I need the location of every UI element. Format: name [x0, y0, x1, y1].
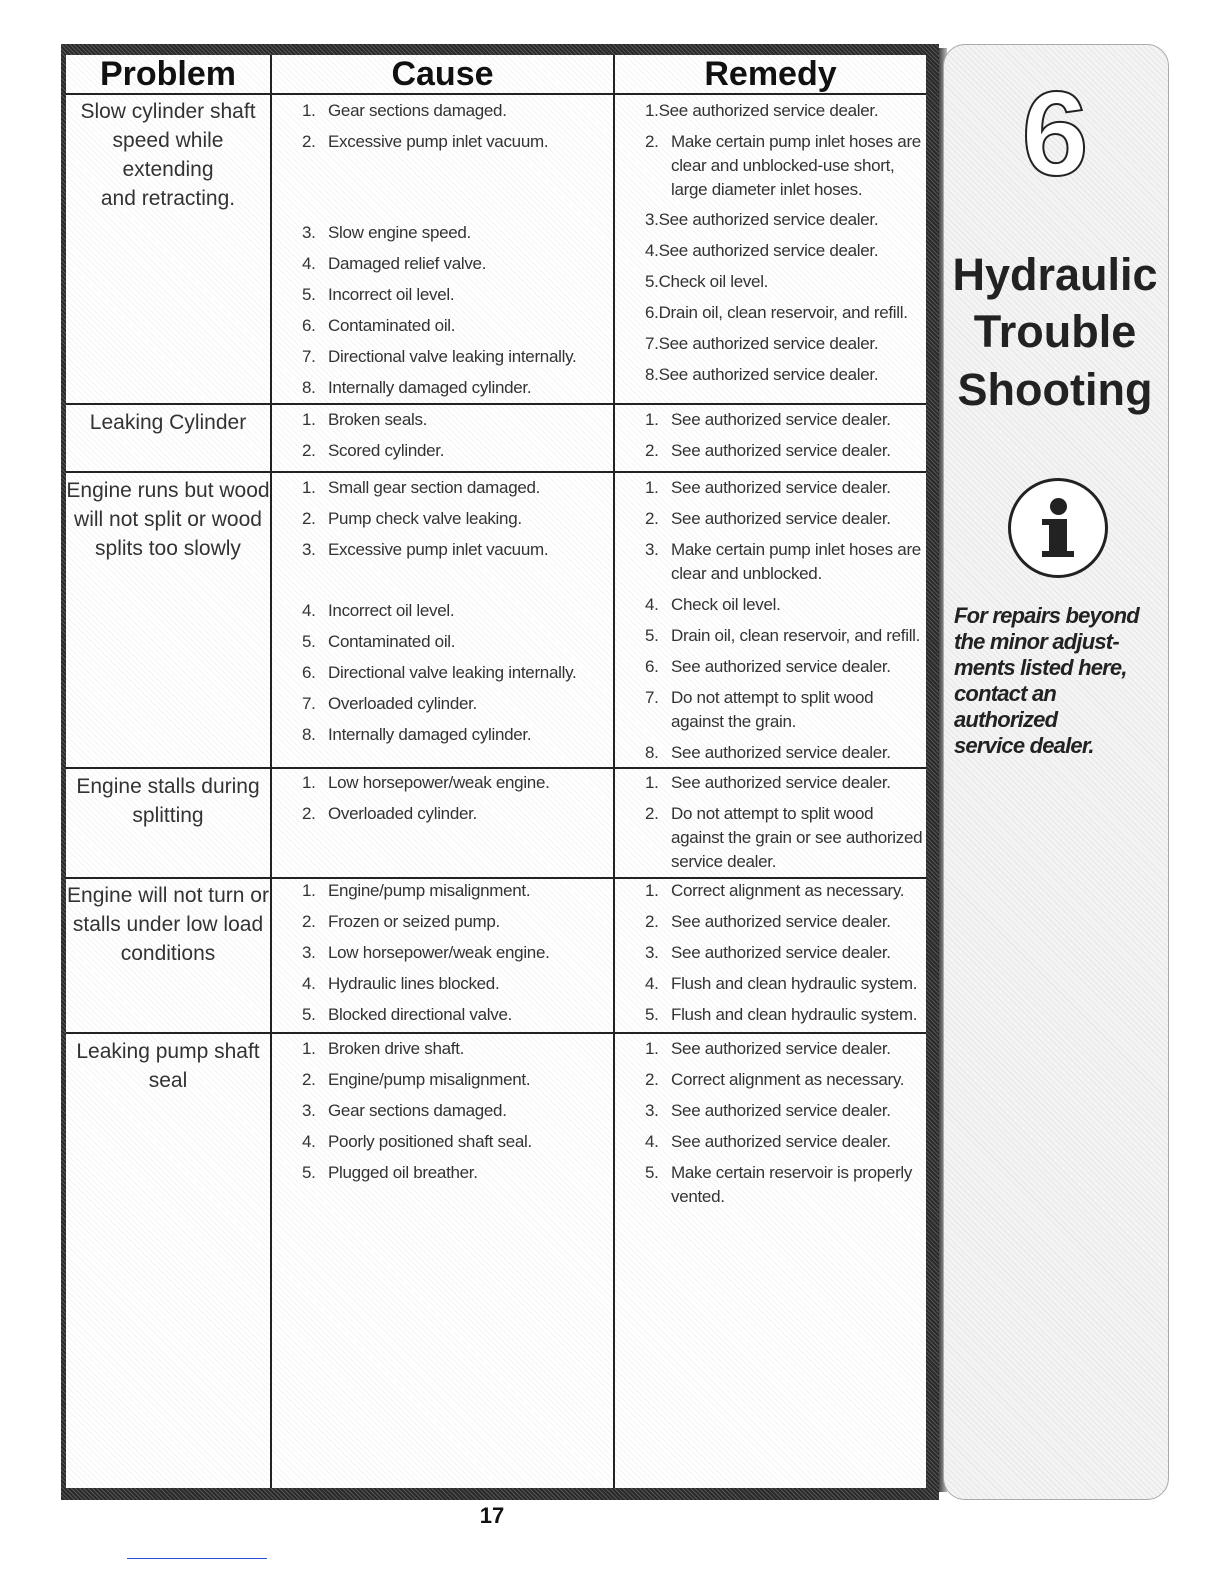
problem-line: Leaking pump shaft	[76, 1040, 260, 1063]
problem-line: Engine runs but wood	[66, 479, 270, 502]
remedy-item	[645, 1068, 925, 1092]
remedy-item	[645, 593, 925, 617]
item-number: 5.	[645, 1005, 659, 1024]
remedy-item	[645, 178, 925, 202]
row-divider	[66, 1032, 926, 1034]
cause-item	[302, 376, 602, 400]
remedy-item	[645, 476, 925, 500]
item-text: Correct alignment as necessary.	[671, 1070, 905, 1089]
item-text: Contaminated oil.	[328, 316, 456, 335]
remedy-item	[645, 826, 925, 850]
item-text: Internally damaged cylinder.	[328, 378, 532, 397]
remedy-item	[645, 301, 925, 325]
problem-cell	[66, 408, 270, 437]
row-divider	[66, 767, 926, 769]
item-text: clear and unblocked.	[671, 564, 822, 583]
problem-line: splitting	[132, 804, 204, 827]
cause-item	[302, 507, 602, 531]
remedy-item	[645, 1130, 925, 1154]
remedy-item	[645, 910, 925, 934]
service-note-line: the minor adjust-	[954, 629, 1119, 654]
item-text: Frozen or seized pump.	[328, 912, 500, 931]
info-icon	[1008, 478, 1108, 578]
remedy-item	[645, 624, 925, 648]
remedy-item	[645, 1185, 925, 1209]
item-text: Scored cylinder.	[328, 441, 445, 460]
chapter-title-line: Shooting	[957, 364, 1153, 415]
problem-cell	[66, 772, 270, 830]
item-number: 3.	[645, 1101, 659, 1120]
remedy-item	[645, 741, 925, 765]
remedy-item	[645, 507, 925, 531]
item-text: See authorized service dealer.	[671, 657, 891, 676]
item-number: 2.	[302, 441, 316, 460]
row-divider	[66, 471, 926, 473]
item-number: 1.	[302, 881, 316, 900]
item-number: 4.	[302, 601, 316, 620]
remedy-item	[645, 1161, 925, 1185]
item-number: 6.	[302, 316, 316, 335]
item-text: Gear sections damaged.	[328, 1101, 507, 1120]
item-number: 2.	[302, 509, 316, 528]
item-number: 2.	[302, 132, 316, 151]
item-text: Blocked directional valve.	[328, 1005, 513, 1024]
item-text: Low horsepower/weak engine.	[328, 943, 550, 962]
cause-item	[302, 476, 602, 500]
remedy-item	[645, 941, 925, 965]
cause-item	[302, 221, 602, 245]
item-number: 2.	[302, 804, 316, 823]
item-text: Slow engine speed.	[328, 223, 471, 242]
item-number: 1.	[302, 101, 316, 120]
service-note-line: service dealer.	[954, 733, 1094, 758]
item-text: Contaminated oil.	[328, 632, 456, 651]
item-text: Make certain pump inlet hoses are	[671, 540, 921, 559]
item-text: Pump check valve leaking.	[328, 509, 522, 528]
problem-line: will not split or wood	[74, 508, 262, 531]
cause-item	[302, 1099, 602, 1123]
item-number: 2.	[645, 132, 659, 151]
item-text: See authorized service dealer.	[671, 912, 891, 931]
service-note-line: ments listed here,	[954, 655, 1127, 680]
service-note-line: contact an authorized	[954, 681, 1058, 732]
header-problem: Problem	[99, 54, 237, 93]
item-text: Damaged relief valve.	[328, 254, 487, 273]
item-text: See authorized service dealer.	[671, 943, 891, 962]
item-text: Engine/pump misalignment.	[328, 881, 531, 900]
item-number: 1.	[302, 478, 316, 497]
item-number: 5.	[645, 626, 659, 645]
remedy-item	[645, 850, 925, 874]
item-number: 3.	[302, 223, 316, 242]
cause-item	[302, 252, 602, 276]
item-text: 4.See authorized service dealer.	[645, 241, 879, 260]
problem-line: Engine stalls during	[76, 775, 260, 798]
item-text: 1.See authorized service dealer.	[645, 101, 879, 120]
cause-item	[302, 314, 602, 338]
problem-line: splits too slowly	[95, 537, 241, 560]
item-text: Directional valve leaking internally.	[328, 663, 577, 682]
item-number: 3.	[645, 540, 659, 559]
remedy-item	[645, 154, 925, 178]
problem-line: stalls under low load	[72, 913, 264, 936]
remedy-item	[645, 130, 925, 154]
cause-item	[302, 538, 602, 562]
item-text: Overloaded cylinder.	[328, 804, 477, 823]
cause-item	[302, 941, 602, 965]
cause-item	[302, 1037, 602, 1061]
item-number: 5.	[302, 632, 316, 651]
remedy-item	[645, 1099, 925, 1123]
page-number: 17	[479, 1503, 505, 1528]
remedy-item	[645, 879, 925, 903]
item-text: See authorized service dealer.	[671, 773, 891, 792]
item-text: See authorized service dealer.	[671, 410, 891, 429]
problem-line: seal	[148, 1069, 188, 1092]
item-number: 4.	[302, 254, 316, 273]
problem-cell	[66, 476, 270, 563]
header-remedy: Remedy	[704, 54, 837, 93]
chapter-title-line: Trouble	[973, 306, 1137, 357]
problem-line: conditions	[120, 942, 216, 965]
item-text: clear and unblocked-use short,	[671, 156, 895, 175]
item-text: Do not attempt to split wood	[671, 688, 874, 707]
item-number: 8.	[302, 378, 316, 397]
item-text: Low horsepower/weak engine.	[328, 773, 550, 792]
item-number: 4.	[302, 974, 316, 993]
item-number: 1.	[302, 1039, 316, 1058]
remedy-item	[645, 802, 925, 826]
item-number: 1.	[302, 410, 316, 429]
item-number: 5.	[302, 1163, 316, 1182]
item-text: against the grain or see authorized	[671, 828, 923, 847]
item-number: 1.	[645, 478, 659, 497]
problem-cell	[66, 97, 270, 213]
item-text: Excessive pump inlet vacuum.	[328, 132, 549, 151]
cause-item	[302, 802, 602, 826]
item-text: Engine/pump misalignment.	[328, 1070, 531, 1089]
item-text: 3.See authorized service dealer.	[645, 210, 879, 229]
item-number: 4.	[302, 1132, 316, 1151]
item-number: 8.	[302, 725, 316, 744]
item-number: 3.	[645, 943, 659, 962]
item-number: 1.	[645, 773, 659, 792]
item-text: Small gear section damaged.	[328, 478, 541, 497]
item-number: 2.	[645, 804, 659, 823]
item-text: Overloaded cylinder.	[328, 694, 477, 713]
item-text: against the grain.	[671, 712, 797, 731]
problem-line: Engine will not turn or	[67, 884, 269, 907]
cause-item	[302, 599, 602, 623]
header-cause: Cause	[391, 54, 494, 93]
service-note-line: For repairs beyond	[954, 603, 1139, 628]
remedy-item	[645, 239, 925, 263]
item-text: service dealer.	[671, 852, 777, 871]
problem-cell	[66, 1037, 270, 1095]
remedy-item	[645, 408, 925, 432]
remedy-item	[645, 99, 925, 123]
item-number: 7.	[302, 694, 316, 713]
cause-item	[302, 771, 602, 795]
cause-item	[302, 630, 602, 654]
item-number: 4.	[645, 595, 659, 614]
item-text: 7.See authorized service dealer.	[645, 334, 879, 353]
row-divider	[66, 403, 926, 405]
cause-item	[302, 408, 602, 432]
item-text: Excessive pump inlet vacuum.	[328, 540, 549, 559]
item-text: Gear sections damaged.	[328, 101, 507, 120]
item-text: Plugged oil breather.	[328, 1163, 478, 1182]
item-number: 6.	[302, 663, 316, 682]
item-text: Make certain reservoir is properly	[671, 1163, 913, 1182]
remedy-item	[645, 538, 925, 562]
item-number: 2.	[645, 1070, 659, 1089]
item-number: 6.	[645, 657, 659, 676]
cause-item	[302, 910, 602, 934]
cause-item	[302, 723, 602, 747]
item-number: 2.	[645, 509, 659, 528]
item-text: 5.Check oil level.	[645, 272, 769, 291]
remedy-item	[645, 208, 925, 232]
item-text: See authorized service dealer.	[671, 441, 891, 460]
item-text: Broken seals.	[328, 410, 428, 429]
cause-item	[302, 692, 602, 716]
cause-item	[302, 661, 602, 685]
item-text: Drain oil, clean reservoir, and refill.	[671, 626, 921, 645]
item-number: 1.	[645, 1039, 659, 1058]
remedy-item	[645, 1003, 925, 1027]
item-text: vented.	[671, 1187, 725, 1206]
remedy-item	[645, 771, 925, 795]
cause-item	[302, 345, 602, 369]
remedy-item	[645, 439, 925, 463]
item-number: 2.	[645, 912, 659, 931]
item-number: 3.	[302, 540, 316, 559]
item-text: Make certain pump inlet hoses are	[671, 132, 921, 151]
item-text: Do not attempt to split wood	[671, 804, 874, 823]
remedy-item	[645, 972, 925, 996]
service-note	[954, 603, 1164, 759]
problem-line: Slow cylinder shaft	[80, 100, 256, 123]
item-text: Flush and clean hydraulic system.	[671, 974, 918, 993]
item-text: See authorized service dealer.	[671, 1132, 891, 1151]
remedy-item	[645, 270, 925, 294]
item-number: 3.	[302, 943, 316, 962]
cause-item	[302, 99, 602, 123]
problem-cell	[66, 881, 270, 968]
footer-rule	[127, 1558, 267, 1559]
item-text: 8.See authorized service dealer.	[645, 365, 879, 384]
cause-item	[302, 1161, 602, 1185]
item-number: 2.	[645, 441, 659, 460]
item-text: Internally damaged cylinder.	[328, 725, 532, 744]
chapter-title-line: Hydraulic	[952, 249, 1158, 300]
item-number: 2.	[302, 1070, 316, 1089]
item-number: 7.	[645, 688, 659, 707]
row-divider	[66, 93, 926, 95]
remedy-item	[645, 562, 925, 586]
item-text: Check oil level.	[671, 595, 781, 614]
item-text: Incorrect oil level.	[328, 601, 455, 620]
item-number: 3.	[302, 1101, 316, 1120]
remedy-item	[645, 655, 925, 679]
remedy-item	[645, 332, 925, 356]
column-divider	[270, 55, 272, 1488]
column-divider	[613, 55, 615, 1488]
item-number: 5.	[302, 285, 316, 304]
problem-line: and retracting.	[100, 187, 236, 210]
cause-item	[302, 130, 602, 154]
item-number: 5.	[645, 1163, 659, 1182]
item-number: 8.	[645, 743, 659, 762]
problem-line: Leaking Cylinder	[89, 411, 247, 434]
item-text: Correct alignment as necessary.	[671, 881, 905, 900]
item-number: 2.	[302, 912, 316, 931]
item-text: See authorized service dealer.	[671, 743, 891, 762]
item-text: See authorized service dealer.	[671, 478, 891, 497]
item-text: See authorized service dealer.	[671, 1101, 891, 1120]
cause-item	[302, 879, 602, 903]
item-number: 4.	[645, 974, 659, 993]
remedy-item	[645, 710, 925, 734]
item-text: Incorrect oil level.	[328, 285, 455, 304]
item-text: Poorly positioned shaft seal.	[328, 1132, 532, 1151]
chapter-number: 6	[1021, 67, 1089, 201]
item-text: Hydraulic lines blocked.	[328, 974, 500, 993]
cause-item	[302, 283, 602, 307]
cause-item	[302, 972, 602, 996]
item-text: Flush and clean hydraulic system.	[671, 1005, 918, 1024]
item-text: large diameter inlet hoses.	[671, 180, 863, 199]
cause-item	[302, 1130, 602, 1154]
item-number: 4.	[645, 1132, 659, 1151]
cause-item	[302, 1003, 602, 1027]
remedy-item	[645, 1037, 925, 1061]
item-text: Directional valve leaking internally.	[328, 347, 577, 366]
item-number: 5.	[302, 1005, 316, 1024]
item-text: See authorized service dealer.	[671, 509, 891, 528]
item-text: Broken drive shaft.	[328, 1039, 465, 1058]
remedy-item	[645, 363, 925, 387]
problem-line: speed while extending	[112, 129, 224, 181]
remedy-item	[645, 686, 925, 710]
item-number: 1.	[645, 881, 659, 900]
item-text: See authorized service dealer.	[671, 1039, 891, 1058]
item-number: 7.	[302, 347, 316, 366]
item-text: 6.Drain oil, clean reservoir, and refill.	[645, 303, 908, 322]
troubleshooting-table	[66, 55, 926, 1488]
cause-item	[302, 1068, 602, 1092]
item-number: 1.	[645, 410, 659, 429]
cause-item	[302, 439, 602, 463]
item-number: 1.	[302, 773, 316, 792]
